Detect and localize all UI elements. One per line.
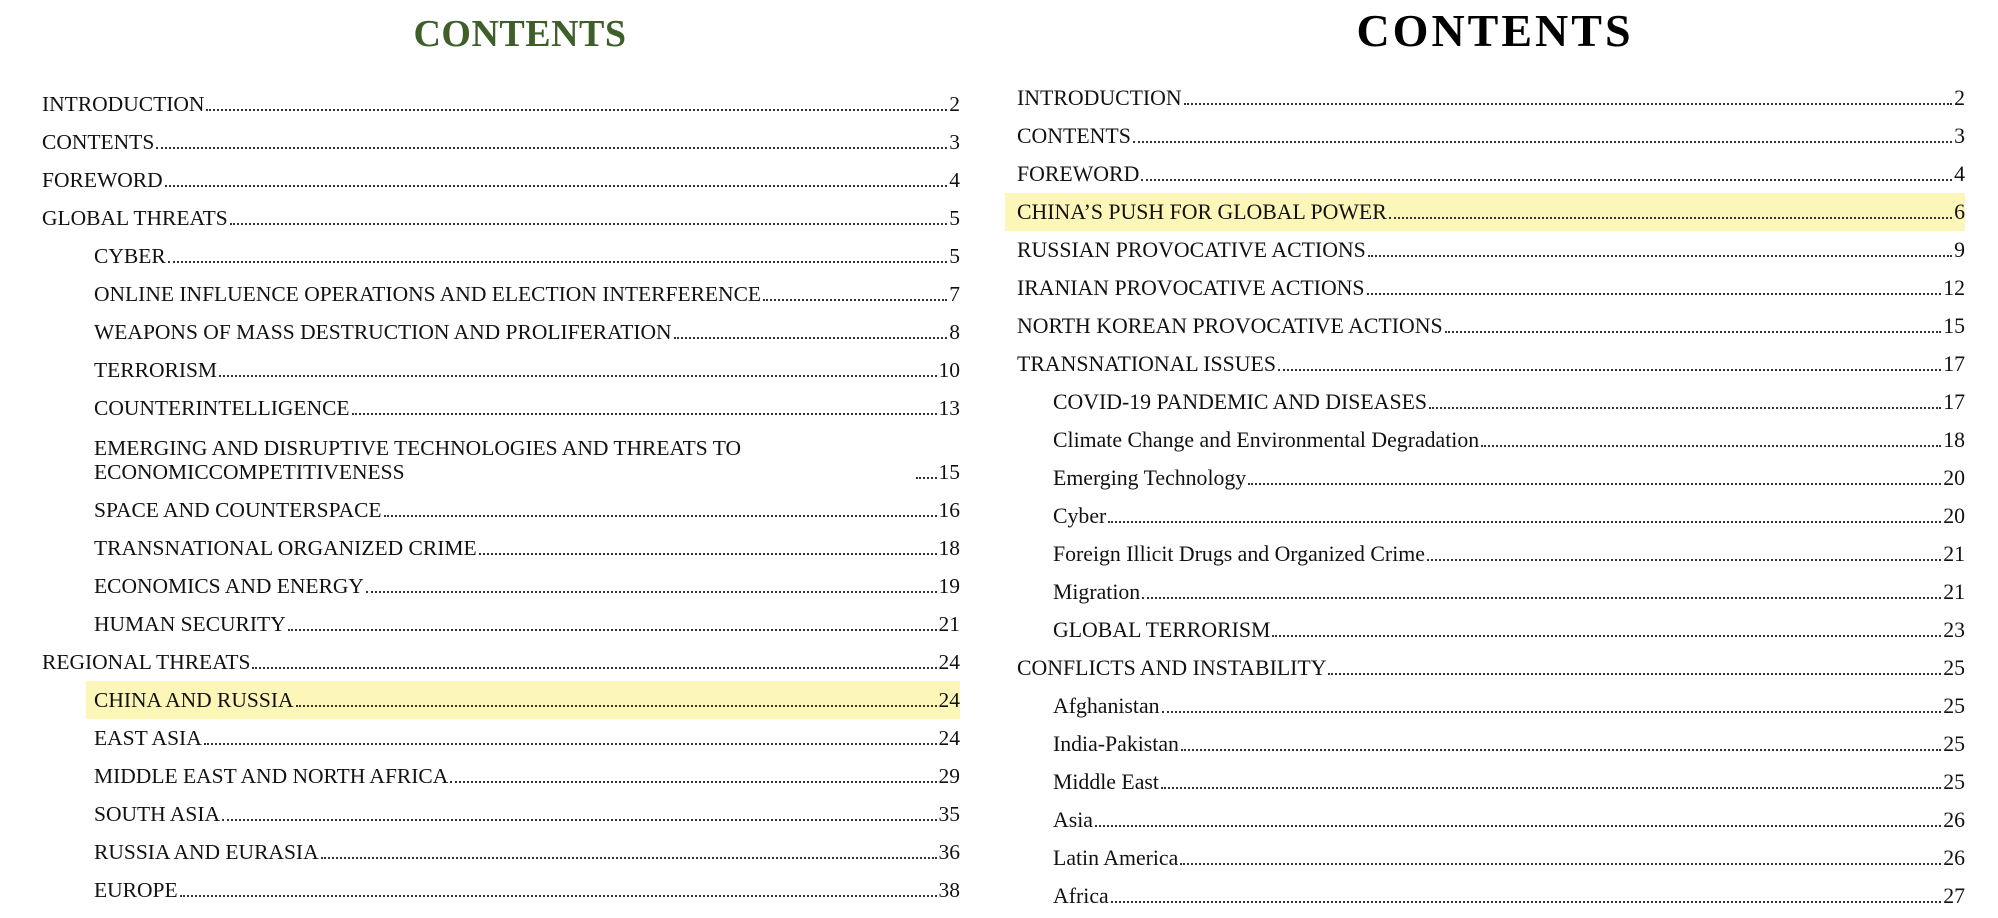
toc-entry-china-russia-highlighted[interactable] bbox=[86, 681, 960, 719]
dot-leader bbox=[252, 667, 936, 669]
dot-leader bbox=[219, 375, 936, 377]
toc-entry-terrorism[interactable] bbox=[30, 351, 960, 389]
toc-entry-page: 21 bbox=[938, 612, 960, 636]
toc-entry-page: 24 bbox=[938, 650, 960, 674]
table-of-contents bbox=[1005, 79, 1965, 915]
toc-entry-label: ECONOMICS AND ENERGY bbox=[94, 574, 364, 598]
toc-entry-space[interactable] bbox=[30, 491, 960, 529]
toc-entry-page: 29 bbox=[938, 764, 960, 788]
toc-entry-introduction[interactable] bbox=[1005, 79, 1965, 117]
toc-entry-label: Cyber bbox=[1053, 504, 1107, 528]
toc-entry-label: Afghanistan bbox=[1053, 694, 1160, 718]
toc-entry-economics[interactable] bbox=[30, 567, 960, 605]
toc-entry-page: 10 bbox=[938, 358, 960, 382]
toc-entry-page: 12 bbox=[1943, 276, 1965, 300]
toc-entry-label: India-Pakistan bbox=[1053, 732, 1179, 756]
toc-entry-page: 24 bbox=[938, 688, 960, 712]
toc-entry-label: SOUTH ASIA bbox=[94, 802, 221, 826]
toc-entry-page: 3 bbox=[949, 130, 960, 154]
toc-entry-page: 27 bbox=[1943, 884, 1965, 908]
toc-entry-regional-threats[interactable] bbox=[30, 643, 960, 681]
toc-entry-page: 23 bbox=[1943, 618, 1965, 642]
toc-entry-middle-east-north-africa[interactable] bbox=[30, 757, 960, 795]
toc-entry-page: 4 bbox=[949, 168, 960, 192]
toc-entry-page: 5 bbox=[949, 206, 960, 230]
toc-entry-conflicts-instability[interactable] bbox=[1005, 649, 1965, 687]
toc-entry-label: INTRODUCTION bbox=[42, 92, 205, 116]
toc-entry-label: COUNTERINTELLIGENCE bbox=[94, 396, 350, 420]
toc-entry-global-terrorism[interactable] bbox=[1005, 611, 1965, 649]
toc-entry-illicit-drugs[interactable] bbox=[1005, 535, 1965, 573]
dot-leader bbox=[156, 147, 947, 149]
toc-entry-page: 25 bbox=[1943, 732, 1965, 756]
dot-leader bbox=[1367, 293, 1942, 295]
toc-entry-label: MIDDLE EAST AND NORTH AFRICA bbox=[94, 764, 449, 788]
right-contents-page bbox=[1005, 0, 1965, 918]
dot-leader bbox=[1162, 711, 1942, 713]
toc-entry-east-asia[interactable] bbox=[30, 719, 960, 757]
dot-leader bbox=[180, 895, 937, 897]
toc-entry-label: GLOBAL TERRORISM bbox=[1053, 618, 1271, 642]
toc-entry-label: Africa bbox=[1053, 884, 1109, 908]
dot-leader bbox=[916, 477, 937, 479]
toc-entry-page: 16 bbox=[938, 498, 960, 522]
toc-entry-page: 9 bbox=[1954, 238, 1965, 262]
toc-entry-label: TRANSNATIONAL ISSUES bbox=[1017, 352, 1276, 376]
toc-entry-cyber[interactable] bbox=[1005, 497, 1965, 535]
dot-leader bbox=[1111, 901, 1942, 903]
toc-entry-label: Migration bbox=[1053, 580, 1141, 604]
dot-leader bbox=[1248, 483, 1941, 485]
dot-leader bbox=[230, 223, 948, 225]
toc-entry-page: 4 bbox=[1954, 162, 1965, 186]
toc-entry-afghanistan[interactable] bbox=[1005, 687, 1965, 725]
toc-entry-label: IRANIAN PROVOCATIVE ACTIONS bbox=[1017, 276, 1365, 300]
dot-leader bbox=[479, 553, 937, 555]
toc-entry-emerging-technologies[interactable] bbox=[30, 427, 960, 491]
toc-entry-counterintelligence[interactable] bbox=[30, 389, 960, 427]
dot-leader bbox=[1368, 255, 1952, 257]
toc-entry-page: 7 bbox=[949, 282, 960, 306]
toc-entry-label: GLOBAL THREATS bbox=[42, 206, 228, 230]
toc-entry-label: Emerging Technology bbox=[1053, 466, 1247, 490]
dot-leader bbox=[1095, 825, 1941, 827]
dot-leader bbox=[168, 261, 948, 263]
dot-leader bbox=[674, 337, 948, 339]
toc-entry-africa[interactable] bbox=[1005, 877, 1965, 915]
toc-entry-label: HUMAN SECURITY bbox=[94, 612, 286, 636]
toc-entry-page: 3 bbox=[1954, 124, 1965, 148]
toc-entry-europe[interactable] bbox=[30, 871, 960, 909]
toc-entry-label: COVID-19 PANDEMIC AND DISEASES bbox=[1053, 390, 1428, 414]
toc-entry-label: FOREWORD bbox=[1017, 162, 1140, 186]
toc-entry-india-pakistan[interactable] bbox=[1005, 725, 1965, 763]
toc-entry-page: 2 bbox=[1954, 86, 1965, 110]
toc-entry-page: 15 bbox=[1943, 314, 1965, 338]
dot-leader bbox=[1181, 749, 1941, 751]
dot-leader bbox=[1142, 597, 1941, 599]
dot-leader bbox=[1133, 141, 1952, 143]
toc-entry-asia[interactable] bbox=[1005, 801, 1965, 839]
dot-leader bbox=[321, 857, 937, 859]
toc-entry-foreword[interactable] bbox=[1005, 155, 1965, 193]
toc-entry-label: RUSSIA AND EURASIA bbox=[94, 840, 319, 864]
toc-entry-label: CHINA’S PUSH FOR GLOBAL POWER bbox=[1017, 200, 1387, 224]
toc-entry-latin-america[interactable] bbox=[1005, 839, 1965, 877]
dot-leader bbox=[1328, 673, 1941, 675]
dot-leader bbox=[1278, 369, 1941, 371]
toc-entry-label: CONTENTS bbox=[42, 130, 155, 154]
toc-entry-page: 26 bbox=[1943, 846, 1965, 870]
dot-leader bbox=[1427, 559, 1941, 561]
toc-entry-page: 36 bbox=[938, 840, 960, 864]
toc-entry-wmd[interactable] bbox=[30, 313, 960, 351]
dot-leader bbox=[165, 185, 948, 187]
toc-entry-label: EMERGING AND DISRUPTIVE TECHNOLOGIES AND THREATS TO ECONOMICCOMPETITIVENESS bbox=[94, 436, 742, 484]
toc-entry-page: 13 bbox=[938, 396, 960, 420]
page-title: CONTENTS bbox=[1356, 5, 1634, 56]
dot-leader bbox=[1161, 787, 1941, 789]
dot-leader bbox=[1429, 407, 1941, 409]
toc-entry-label: REGIONAL THREATS bbox=[42, 650, 251, 674]
toc-entry-label: Middle East bbox=[1053, 770, 1159, 794]
toc-entry-covid-19[interactable] bbox=[1005, 383, 1965, 421]
toc-entry-migration[interactable] bbox=[1005, 573, 1965, 611]
toc-entry-label: FOREWORD bbox=[42, 168, 163, 192]
toc-entry-russian-actions[interactable] bbox=[1005, 231, 1965, 269]
toc-entry-russia-eurasia[interactable] bbox=[30, 833, 960, 871]
dot-leader bbox=[384, 515, 937, 517]
dot-leader bbox=[1389, 217, 1952, 219]
toc-entry-page: 24 bbox=[938, 726, 960, 750]
toc-entry-iranian-actions[interactable] bbox=[1005, 269, 1965, 307]
toc-entry-emerging-technology[interactable] bbox=[1005, 459, 1965, 497]
toc-entry-label: CONTENTS bbox=[1017, 124, 1131, 148]
dot-leader bbox=[1141, 179, 1952, 181]
dot-leader bbox=[206, 109, 947, 111]
toc-entry-label: TRANSNATIONAL ORGANIZED CRIME bbox=[94, 536, 477, 560]
dot-leader bbox=[763, 299, 947, 301]
toc-entry-page: 25 bbox=[1943, 656, 1965, 680]
dot-leader bbox=[1184, 103, 1952, 105]
dot-leader bbox=[1272, 635, 1941, 637]
toc-entry-page: 8 bbox=[949, 320, 960, 344]
toc-entry-middle-east[interactable] bbox=[1005, 763, 1965, 801]
toc-entry-page: 18 bbox=[938, 536, 960, 560]
toc-entry-organized-crime[interactable] bbox=[30, 529, 960, 567]
toc-entry-south-asia[interactable] bbox=[30, 795, 960, 833]
toc-entry-page: 6 bbox=[1954, 200, 1965, 224]
toc-entry-page: 20 bbox=[1943, 466, 1965, 490]
dot-leader bbox=[288, 629, 937, 631]
toc-entry-foreword[interactable] bbox=[30, 161, 960, 199]
toc-entry-climate-change[interactable] bbox=[1005, 421, 1965, 459]
toc-entry-page: 25 bbox=[1943, 694, 1965, 718]
toc-entry-page: 21 bbox=[1943, 542, 1965, 566]
toc-entry-page: 17 bbox=[1943, 352, 1965, 376]
toc-entry-page: 21 bbox=[1943, 580, 1965, 604]
left-contents-page bbox=[30, 0, 960, 918]
toc-entry-label: Foreign Illicit Drugs and Organized Crime bbox=[1053, 542, 1425, 566]
toc-entry-contents[interactable] bbox=[1005, 117, 1965, 155]
toc-entry-page: 26 bbox=[1943, 808, 1965, 832]
toc-entry-label: CYBER bbox=[94, 244, 166, 268]
toc-entry-page: 2 bbox=[949, 92, 960, 116]
toc-entry-page: 5 bbox=[949, 244, 960, 268]
toc-entry-label: EUROPE bbox=[94, 878, 178, 902]
dot-leader bbox=[352, 413, 937, 415]
dot-leader bbox=[450, 781, 936, 783]
dot-leader bbox=[1180, 863, 1941, 865]
toc-entry-human-security[interactable] bbox=[30, 605, 960, 643]
toc-entry-introduction[interactable] bbox=[30, 85, 960, 123]
dot-leader bbox=[204, 743, 937, 745]
toc-entry-page: 35 bbox=[938, 802, 960, 826]
toc-entry-online-influence[interactable] bbox=[30, 275, 960, 313]
toc-entry-page: 38 bbox=[938, 878, 960, 902]
toc-entry-china-global-power-highlighted[interactable] bbox=[1005, 193, 1965, 231]
page-title: CONTENTS bbox=[413, 13, 627, 55]
toc-entry-label: CHINA AND RUSSIA bbox=[94, 688, 294, 712]
dot-leader bbox=[1445, 331, 1942, 333]
toc-entry-cyber[interactable] bbox=[30, 237, 960, 275]
toc-entry-page: 18 bbox=[1943, 428, 1965, 452]
toc-entry-label: WEAPONS OF MASS DESTRUCTION AND PROLIFERATION bbox=[94, 320, 672, 344]
toc-entry-label: TERRORISM bbox=[94, 358, 218, 382]
toc-entry-contents[interactable] bbox=[30, 123, 960, 161]
dot-leader bbox=[366, 591, 937, 593]
toc-entry-page: 20 bbox=[1943, 504, 1965, 528]
toc-entry-north-korean-actions[interactable] bbox=[1005, 307, 1965, 345]
dot-leader bbox=[1108, 521, 1941, 523]
toc-entry-label: ONLINE INFLUENCE OPERATIONS AND ELECTION INTERFERENCE bbox=[94, 282, 762, 306]
dot-leader bbox=[296, 705, 937, 707]
dot-leader bbox=[1481, 445, 1941, 447]
toc-entry-page: 15 bbox=[938, 460, 960, 484]
toc-entry-label: Asia bbox=[1053, 808, 1093, 832]
toc-entry-global-threats[interactable] bbox=[30, 199, 960, 237]
toc-entry-transnational-issues[interactable] bbox=[1005, 345, 1965, 383]
toc-entry-label: Climate Change and Environmental Degradation bbox=[1053, 428, 1480, 452]
dot-leader bbox=[222, 819, 936, 821]
toc-entry-label: EAST ASIA bbox=[94, 726, 202, 750]
table-of-contents bbox=[30, 85, 960, 909]
toc-entry-label: NORTH KOREAN PROVOCATIVE ACTIONS bbox=[1017, 314, 1443, 338]
toc-entry-page: 17 bbox=[1943, 390, 1965, 414]
toc-entry-page: 25 bbox=[1943, 770, 1965, 794]
toc-entry-label: RUSSIAN PROVOCATIVE ACTIONS bbox=[1017, 238, 1366, 262]
toc-entry-label: CONFLICTS AND INSTABILITY bbox=[1017, 656, 1327, 680]
toc-entry-label: INTRODUCTION bbox=[1017, 86, 1182, 110]
toc-entry-label: SPACE AND COUNTERSPACE bbox=[94, 498, 382, 522]
toc-entry-label: Latin America bbox=[1053, 846, 1179, 870]
toc-entry-page: 19 bbox=[938, 574, 960, 598]
